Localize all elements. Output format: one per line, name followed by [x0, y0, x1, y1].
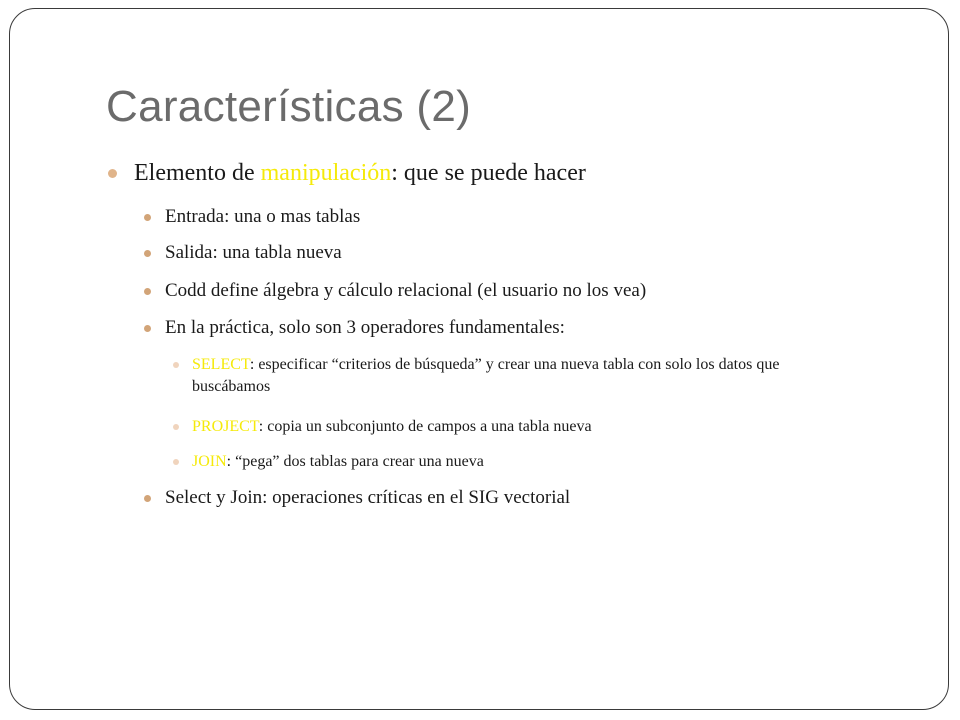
- bullet-dot-icon: [173, 362, 179, 368]
- bullet-dot-icon: [144, 325, 151, 332]
- main-point-suffix: : que se puede hacer: [391, 160, 586, 186]
- operator-text: : copia un subconjunto de campos a una tabla nueva: [258, 418, 592, 435]
- bullet-dot-icon: [108, 169, 117, 178]
- main-point-highlight: manipulación: [260, 160, 392, 186]
- operator-name: PROJECT: [192, 418, 259, 435]
- sub-point-select-join: [165, 487, 570, 509]
- sub-point-text: Entrada: una o mas tablas: [165, 206, 361, 227]
- operator-select: [192, 354, 842, 398]
- sub-point-output: [165, 242, 342, 264]
- sub-point-input: [165, 206, 360, 228]
- sub-point-text: Salida: una tabla nueva: [165, 242, 342, 263]
- operator-project: [192, 416, 842, 438]
- operator-text: : “pega” dos tablas para crear una nueva: [226, 453, 484, 470]
- sub-point-text: Codd define álgebra y cálculo relacional (el usuario no los vea): [165, 280, 647, 301]
- bullet-dot-icon: [173, 459, 179, 465]
- operator-join: [192, 451, 842, 473]
- bullet-main-point: [134, 160, 586, 187]
- bullet-dot-icon: [144, 214, 151, 221]
- operator-name: JOIN: [192, 453, 227, 470]
- bullet-dot-icon: [173, 424, 179, 430]
- sub-point-operators: [165, 317, 565, 339]
- bullet-dot-icon: [144, 250, 151, 257]
- bullet-dot-icon: [144, 288, 151, 295]
- bullet-dot-icon: [144, 495, 151, 502]
- sub-point-text: Select y Join: operaciones críticas en el SIG vectorial: [165, 487, 571, 508]
- operator-text: : especificar “criterios de búsqueda” y crear una nueva tabla con solo los datos que buscábamos: [192, 356, 780, 395]
- sub-point-text: En la práctica, solo son 3 operadores fundamentales:: [165, 317, 565, 338]
- operator-name: SELECT: [192, 356, 250, 373]
- sub-point-codd: [165, 280, 646, 302]
- main-point-prefix: Elemento de: [134, 160, 261, 186]
- slide-title: Características (2): [106, 82, 472, 131]
